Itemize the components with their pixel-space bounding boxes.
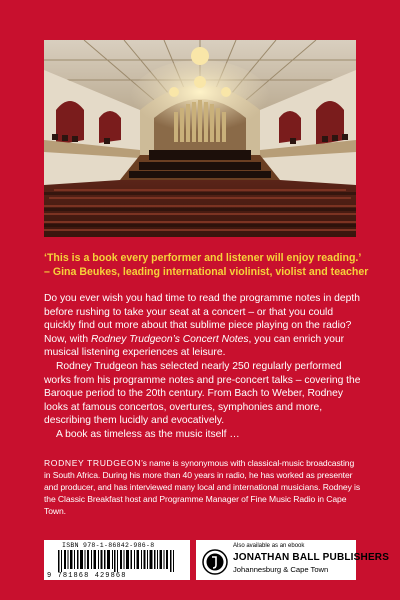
book-title-italic: Rodney Trudgeon’s Concert Notes (90, 333, 249, 345)
author-name: RODNEY TRUDGEON (44, 458, 142, 468)
quote-attribution: – Gina Beukes, leading international violinist, violist and teacher (44, 266, 369, 278)
concert-hall-image (44, 40, 356, 237)
jonathan-ball-logo-icon (202, 549, 228, 575)
author-bio-text: ’s name is synonymous with classical-music broadcasting in South Africa. During his more than 40 years in radio, he has worked as presenter and producer, and has interviewed many local and international musicians. Rodney is the Classic Breakfast host and Programme Manager of Fine Music Radio in Cape Town. (44, 458, 361, 516)
publisher-name: JONATHAN BALL PUBLISHERS (233, 552, 390, 563)
barcode-icon (58, 550, 178, 572)
concert-hall-photo (44, 40, 356, 237)
isbn-label: ISBN 978-1-86842-986-8 (62, 542, 155, 549)
blurb-paragraph-2: Rodney Trudgeon has selected nearly 250 regularly performed works from his programme notes and pre-concert talks – covering the Baroque period to the 20th century. From Bach to Weber, Rodney looks at famous concertos, overtures, symphonies and more, describing them lucidly and evocatively. (44, 360, 361, 427)
blurb-paragraph-1 (44, 292, 362, 360)
blurb-paragraph-3: A book as timeless as the music itself … (56, 428, 240, 440)
quote-text: ‘This is a book every performer and listener will enjoy reading.’ (44, 252, 362, 264)
ebook-note: Also available as an ebook (233, 543, 305, 549)
barcode-digits: 9 781868 429868 (47, 572, 127, 580)
endorsement-quote (44, 251, 369, 279)
publisher-box (196, 540, 390, 580)
barcode-box (44, 540, 190, 580)
publisher-city: Johannesburg & Cape Town (233, 565, 329, 574)
blurb-p1-start: Do you ever wish you had time to read the programme notes in depth before rushing to take your seat at a concert – or that you could quickly find out more about that sublime piece playing on the radio? Now, with (44, 293, 360, 345)
author-bio (44, 457, 362, 517)
book-blurb (44, 292, 362, 442)
blurb-p1-end: , you can enrich your musical listening experiences at leisure. (44, 333, 345, 359)
